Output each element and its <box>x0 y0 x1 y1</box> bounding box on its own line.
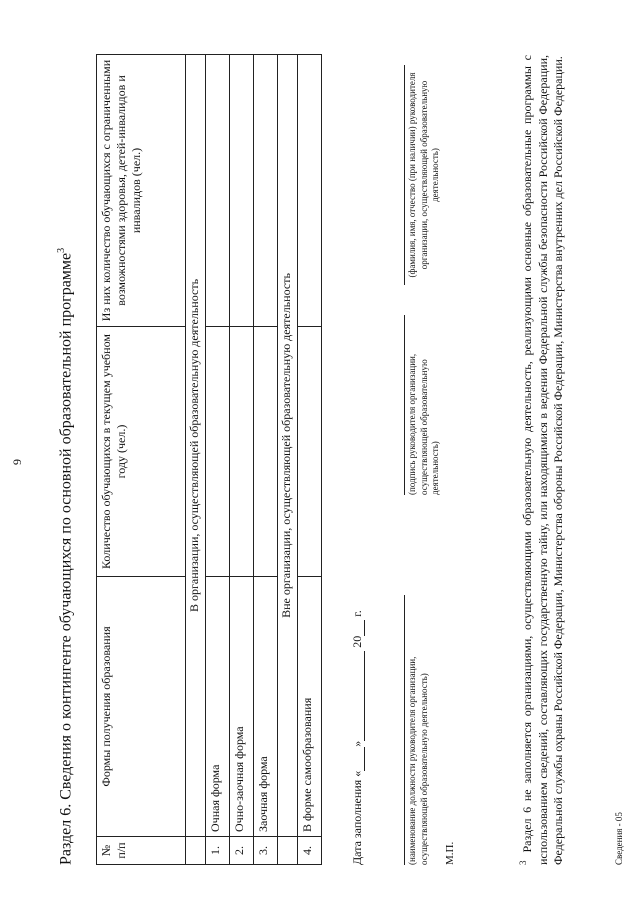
row-count-cell <box>206 327 230 577</box>
row-number: 2. <box>230 837 254 865</box>
header-forms: Формы получения образования <box>97 577 186 837</box>
row-number: 4. <box>298 837 322 865</box>
section-empty-cell <box>278 837 298 865</box>
row-form: Очно-заочная форма <box>230 577 254 837</box>
date-label: Дата заполнения « <box>350 770 364 865</box>
header-number: № п/п <box>97 837 186 865</box>
section-in-org-label: В организации, осуществляющей образовательную деятельность <box>186 55 206 837</box>
row-form: В форме самообразования <box>298 577 322 837</box>
year-prefix: 20 <box>350 635 364 648</box>
month-blank <box>352 651 365 741</box>
contingent-table <box>96 54 322 865</box>
table-row <box>206 55 230 865</box>
footnote <box>518 55 567 865</box>
section-title-text: Раздел 6. Сведения о контингенте обучающихся по основной образовательной программе <box>57 252 75 865</box>
signature-caption: (подпись руководителя организации, осуществляющей образовательную деятельность) <box>404 315 442 495</box>
table-header-row <box>97 55 186 865</box>
table-row <box>254 55 278 865</box>
day-blank <box>352 747 365 771</box>
row-disabled-cell <box>298 55 322 327</box>
row-disabled-cell <box>254 55 278 327</box>
footnote-text: Раздел 6 не заполняется организациями, осуществляющими образовательную деятельность, реализующими основные образовательные программы с использованием сведений, составляющих государственную тайну, или находящимися в ведении Федеральной службы безопасности Российской Федерации, Федеральной службы охраны Российской Федерации, Министерства обороны Российской Федерации, Министерства внутренних дел Российской Федерации. <box>520 55 566 865</box>
form-code: Сведения - 05 <box>614 812 624 865</box>
section-out-org-label: Вне организации, осуществляющей образовательную деятельность <box>278 55 298 837</box>
row-form: Очная форма <box>206 577 230 837</box>
date-close-quote: » <box>350 740 364 747</box>
year-suffix: г. <box>350 610 364 617</box>
row-disabled-cell <box>206 55 230 327</box>
row-form: Заочная форма <box>254 577 278 837</box>
page-number: 9 <box>10 459 24 465</box>
section-row-out-org <box>278 55 298 865</box>
stamp-label: М.П. <box>444 841 456 865</box>
row-count-cell <box>298 327 322 577</box>
name-caption: (фамилия, имя, отчество (при наличии) руководителя организации, осуществляющей образовательную деятельность) <box>404 65 442 285</box>
year-blank <box>352 620 365 636</box>
row-count-cell <box>230 327 254 577</box>
section-empty-cell <box>186 837 206 865</box>
table-row <box>230 55 254 865</box>
section-row-in-org <box>186 55 206 865</box>
row-number: 3. <box>254 837 278 865</box>
row-disabled-cell <box>230 55 254 327</box>
section-title <box>56 248 75 865</box>
row-count-cell <box>254 327 278 577</box>
header-count: Количество обучающихся в текущем учебном году (чел.) <box>97 327 186 577</box>
title-footnote-mark: 3 <box>56 247 67 253</box>
header-disabled-count: Из них количество обучающихся с ограниченными возможностями здоровья, детей-инвалидов и инвалидов (чел.) <box>97 55 186 327</box>
date-line <box>350 610 365 865</box>
position-caption: (наименование должности руководителя организации, осуществляющей образовательную деятельность) <box>404 595 430 865</box>
row-number: 1. <box>206 837 230 865</box>
footnote-mark: 3 <box>518 860 528 865</box>
table-row <box>298 55 322 865</box>
